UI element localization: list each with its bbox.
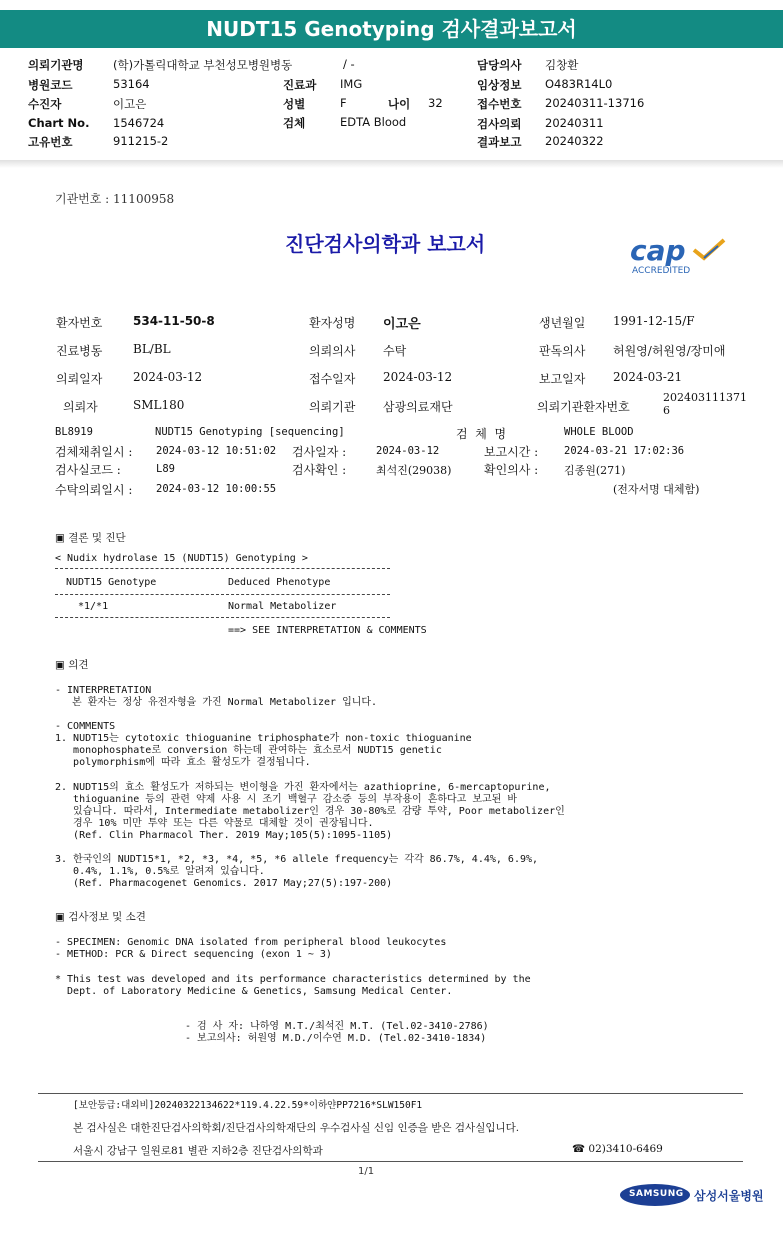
hospital-value: (학)가톨릭대학교 부천성모병원병동: [113, 58, 293, 72]
comment-3-line-3: (Ref. Pharmacogenet Genomics. 2017 May;27(5):197-200): [55, 878, 393, 889]
consign-time-label: 수탁의뢰일시 :: [55, 483, 133, 497]
comment-2-line-4: 경우 10% 미만 투약 또는 다른 약물로 대체할 것이 권장됩니다.: [55, 818, 374, 829]
recv-date-label: 접수일자: [309, 372, 356, 386]
patient-id-value: 534-11-50-8: [133, 314, 215, 328]
report-time-label: 보고시간 :: [484, 445, 539, 459]
req-inst-label: 의뢰기관: [309, 400, 356, 414]
genotype-column-header: NUDT15 Genotype: [66, 577, 157, 588]
inst-pid-value-1: 202403111371: [663, 391, 747, 404]
cap-logo-text: cap: [630, 234, 686, 267]
page-number: 1/1: [358, 1166, 375, 1177]
footer-rule-top: [38, 1093, 743, 1094]
sex-value: F: [340, 96, 347, 110]
lab-code-label: 검사실코드 :: [55, 463, 121, 477]
specimen-name-label: 검 체 명: [456, 427, 507, 441]
comments-heading: - COMMENTS: [55, 721, 116, 732]
genotype-value: *1/*1: [78, 601, 109, 612]
opinion-heading: ▣ 의견: [55, 659, 89, 671]
conclusion-heading: ▣ 결론 및 진단: [55, 532, 126, 544]
report-date-value: 2024-03-21: [613, 370, 683, 384]
comment-1-line-2: monophosphate로 conversion 하는데 관여하는 효소로서 NUDT15 genetic: [55, 745, 442, 756]
collect-time-label: 검체채취일시 :: [55, 445, 133, 459]
examiner-line: - 검 사 자: 나하영 M.T./최석진 M.T. (Tel.02-3410-2786): [185, 1021, 489, 1032]
dept-value: IMG: [340, 77, 363, 91]
result-label: 결과보고: [477, 135, 522, 149]
lab-address: 서울시 강남구 일원로81 별관 지하2층 진단검사의학과: [73, 1145, 323, 1157]
comment-2-line-3: 있습니다. 따라서, Intermediate metabolizer인 경우 30-80%로 감량 투약, Poor metabolizer인: [55, 806, 565, 817]
id-label: 고유번호: [28, 135, 73, 149]
report-time-value: 2024-03-21 17:02:36: [564, 445, 685, 457]
lab-phone: ☎ 02)3410-6469: [572, 1143, 663, 1155]
consign-time-value: 2024-03-12 10:00:55: [156, 483, 277, 495]
institution-number: 기관번호 : 11100958: [55, 192, 175, 206]
development-note-line-1: * This test was developed and its performance characteristics determined by the: [55, 974, 531, 985]
ward-value: BL/BL: [133, 342, 171, 356]
cap-accredited-logo: [626, 234, 736, 280]
hospital-label: 의뢰기관명: [28, 58, 84, 72]
specimen-description: - SPECIMEN: Genomic DNA isolated from peripheral blood leukocytes: [55, 937, 447, 948]
patient-label: 수진자: [28, 97, 62, 111]
report-date-label: 보고일자: [539, 372, 586, 386]
receipt-value: 20240311-13716: [545, 96, 645, 110]
electronic-signature-note: (전자서명 대체함): [613, 483, 700, 496]
chart-label: Chart No.: [28, 116, 90, 130]
test-code: BL8919: [55, 426, 93, 438]
exam-date-label: 검사일자 :: [292, 445, 347, 459]
comment-3-line-2: 0.4%, 1.1%, 0.5%로 알려져 있습니다.: [55, 866, 265, 877]
chart-value: 1546724: [113, 116, 165, 130]
requester-value: SML180: [133, 398, 185, 412]
hospital-extra: / -: [343, 57, 355, 71]
collect-time-value: 2024-03-12 10:51:02: [156, 445, 277, 457]
doctor-value: 김창환: [545, 58, 579, 72]
reader-value: 허원영/허원영/장미애: [613, 344, 726, 358]
patient-id-label: 환자번호: [56, 316, 103, 330]
security-code: [보안등급:대외비]20240322134622*119.4.22.59*이하얀PP7216*SLW150F1: [73, 1100, 423, 1111]
req-date-value: 2024-03-12: [133, 370, 203, 384]
requester-label: 의뢰자: [63, 400, 98, 414]
comment-3-line-1: 3. 한국인의 NUDT15*1, *2, *3, *4, *5, *6 allele frequency는 각각 86.7%, 4.4%, 6.9%,: [55, 854, 539, 865]
age-value: 32: [428, 96, 443, 110]
report-banner-title: NUDT15 Genotyping 검사결과보고서: [0, 10, 783, 48]
table-rule-top: [55, 568, 390, 569]
certification-note: 본 검사실은 대한진단검사의학회/진단검사의학재단의 우수검사실 신임 인증을 받은 검사실입니다.: [73, 1122, 520, 1134]
interpretation-heading: - INTERPRETATION: [55, 685, 152, 696]
confirm-doctor-label: 확인의사 :: [484, 463, 539, 477]
exam-date-value: 2024-03-12: [376, 445, 440, 457]
reader-label: 판독의사: [539, 344, 586, 358]
sex-label: 성별: [283, 97, 306, 111]
samsung-logo: [620, 1184, 690, 1206]
see-interpretation-note: ==> SEE INTERPRETATION & COMMENTS: [228, 625, 427, 636]
ward-label: 진료병동: [56, 344, 103, 358]
samsung-hospital-name: 삼성서울병원: [694, 1189, 764, 1203]
reporting-doctor-line: - 보고의사: 허원영 M.D./이수연 M.D. (Tel.02-3410-1834): [185, 1033, 487, 1044]
comment-1-line-3: polymorphism에 따라 효소 활성도가 결정됩니다.: [55, 757, 311, 768]
clinical-value: O483R14L0: [545, 77, 613, 91]
result-value: 20240322: [545, 134, 604, 148]
test-name: NUDT15 Genotyping [sequencing]: [155, 426, 345, 438]
table-rule-bottom: [55, 617, 390, 618]
specimen-label: 검체: [283, 116, 306, 130]
comment-1-line-1: 1. NUDT15는 cytotoxic thioguanine triphosphate가 non-toxic thioguanine: [55, 733, 472, 744]
table-rule-middle: [55, 594, 390, 595]
dob-label: 생년월일: [539, 316, 586, 330]
code-value: 53164: [113, 77, 150, 91]
method-heading: ▣ 검사정보 및 소견: [55, 911, 146, 923]
phenotype-value: Normal Metabolizer: [228, 601, 337, 612]
dept-label: 진료과: [283, 78, 317, 92]
dob-value: 1991-12-15/F: [613, 314, 695, 328]
samsung-logo-text: SAMSUNG: [629, 1189, 684, 1199]
doctor-label: 담당의사: [477, 58, 522, 72]
confirm-doctor-value: 김종원(271): [564, 464, 626, 477]
request-label: 검사의뢰: [477, 117, 522, 131]
inst-pid-label: 의뢰기관환자번호: [537, 400, 630, 414]
header-separator: [0, 160, 783, 168]
conclusion-subtitle: < Nudix hydrolase 15 (NUDT15) Genotyping >: [55, 553, 308, 564]
method-description: - METHOD: PCR & Direct sequencing (exon 1 ~ 3): [55, 949, 332, 960]
lab-code-value: L89: [156, 463, 175, 475]
check-label: 검사확인 :: [292, 463, 347, 477]
checkmark-icon: [690, 238, 726, 262]
req-doctor-label: 의뢰의사: [309, 344, 356, 358]
specimen-value: EDTA Blood: [340, 115, 407, 129]
request-value: 20240311: [545, 116, 604, 130]
footer-rule-bottom: [38, 1161, 743, 1162]
inst-pid-value-2: 6: [663, 404, 670, 417]
id-value: 911215-2: [113, 134, 169, 148]
comment-2-line-1: 2. NUDT15의 효소 활성도가 저하되는 변이형을 가진 환자에서는 azathioprine, 6-mercaptopurine,: [55, 782, 551, 793]
phenotype-column-header: Deduced Phenotype: [228, 577, 331, 588]
report-title: 진단검사의학과 보고서: [285, 232, 486, 256]
cap-accredited-text: ACCREDITED: [632, 266, 691, 276]
patient-name-value: 이고은: [383, 317, 421, 332]
patient-name-label: 환자성명: [309, 316, 356, 330]
req-date-label: 의뢰일자: [56, 372, 103, 386]
recv-date-value: 2024-03-12: [383, 370, 453, 384]
code-label: 병원코드: [28, 78, 73, 92]
age-label: 나이: [388, 97, 411, 111]
interpretation-text: 본 환자는 정상 유전자형을 가진 Normal Metabolizer 입니다.: [72, 697, 378, 708]
check-value: 최석진(29038): [376, 464, 452, 477]
req-inst-value: 삼광의료재단: [383, 400, 453, 414]
development-note-line-2: Dept. of Laboratory Medicine & Genetics, Samsung Medical Center.: [55, 986, 453, 997]
specimen-name-value: WHOLE BLOOD: [564, 426, 634, 438]
comment-2-line-2: thioguanine 등의 관련 약제 사용 시 조기 백혈구 감소증 등의 부작용이 흔하다고 보고된 바: [55, 794, 518, 805]
req-doctor-value: 수탁: [383, 344, 407, 358]
comment-2-line-5: (Ref. Clin Pharmacol Ther. 2019 May;105(5):1095-1105): [55, 830, 393, 841]
clinical-label: 임상정보: [477, 78, 522, 92]
receipt-label: 접수번호: [477, 97, 522, 111]
patient-value: 이고은: [113, 97, 147, 111]
